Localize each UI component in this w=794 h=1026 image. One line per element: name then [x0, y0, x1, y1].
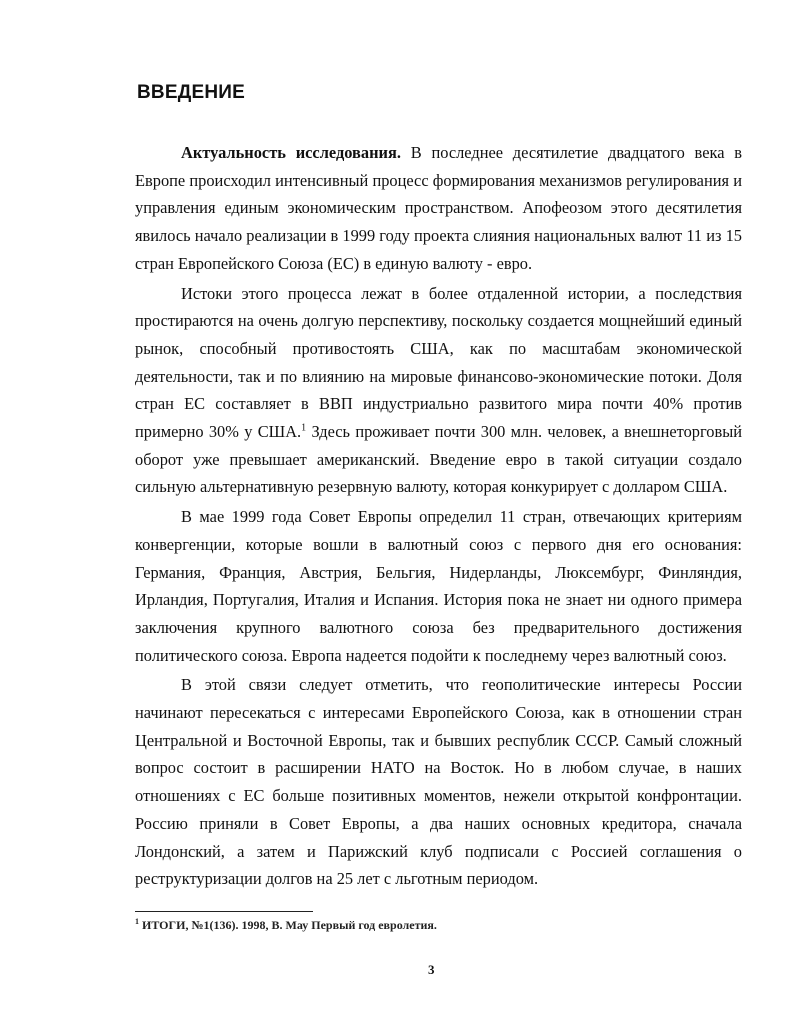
footnote-divider: [135, 911, 313, 912]
body-text: [135, 139, 742, 895]
footnote-reference[interactable]: 1: [301, 422, 307, 434]
paragraph-text: В последнее десятилетие двадцатого века в Европе происходил интенсивный процесс формирования механизмов регулирования и управления единым экономическим пространством. Апофеозом этого десятилетия явилось начало реализации в 1999 году проекта слияния национальных валют 11 из 15 стран Европейского Союза (ЕС) в единую валюту - евро.: [135, 143, 742, 273]
footnote-marker: 1: [135, 917, 139, 926]
paragraph-text: Здесь проживает почти 300 млн. человек, а внешнеторговый оборот уже превышает американский. Введение евро в такой ситуации создало сильную альтернативную резервную валюту, которая конкурирует с долларом США.: [135, 422, 743, 497]
paragraph-relevance: [135, 139, 742, 278]
paragraph-text: В мае 1999 года Совет Европы определил 11 стран, отвечающих критериям конвергенции, которые вошли в валютный союз с первого дня его основания: Германия, Франция, Австрия, Бельгия, Нидерланды, Люксембург, Финляндия, Ирландия, Португалия, Италия и Испания. История пока не знает ни одного примера заключения крупного валютного союза без предварительного достижения политического союза. Европа надеется подойти к последнему через валютный союз.: [135, 507, 742, 665]
footnote-text: ИТОГИ, №1(136). 1998, В. Мау Первый год евролетия.: [139, 918, 437, 932]
paragraph-text: В этой связи следует отметить, что геополитические интересы России начинают пересекаться с интересами Европейского Союза, как в отношении стран Центральной и Восточной Европы, так и бывших республик СССР. Самый сложный вопрос состоит в расширении НАТО на Восток. Но в любом случае, в наших отношениях с ЕС больше позитивных моментов, нежели открытой конфронтации. Россию приняли в Совет Европы, а два наших основных кредитора, сначала Лондонский, а затем и Парижский клуб подписали с Россией соглашения о реструктуризации долгов на 25 лет с льготным периодом.: [135, 675, 742, 889]
paragraph-origins: [135, 280, 742, 502]
paragraph-geopolitics: [135, 671, 742, 893]
paragraph-lead: Актуальность исследования.: [181, 143, 401, 162]
section-heading: ВВЕДЕНИЕ: [137, 82, 245, 103]
paragraph-council: [135, 503, 742, 669]
footnote: [135, 918, 437, 933]
paragraph-text: Истоки этого процесса лежат в более отдаленной истории, а последствия простираются на очень долгую перспективу, поскольку создается мощнейший единый рынок, способный противостоять США, как по масштабам экономической деятельности, так и по влиянию на мировые финансово-экономические потоки. Доля стран ЕС составляет в ВВП индустриально развитого мира почти 40% против примерно 30% у США.: [135, 283, 742, 442]
page-number: 3: [428, 962, 435, 977]
